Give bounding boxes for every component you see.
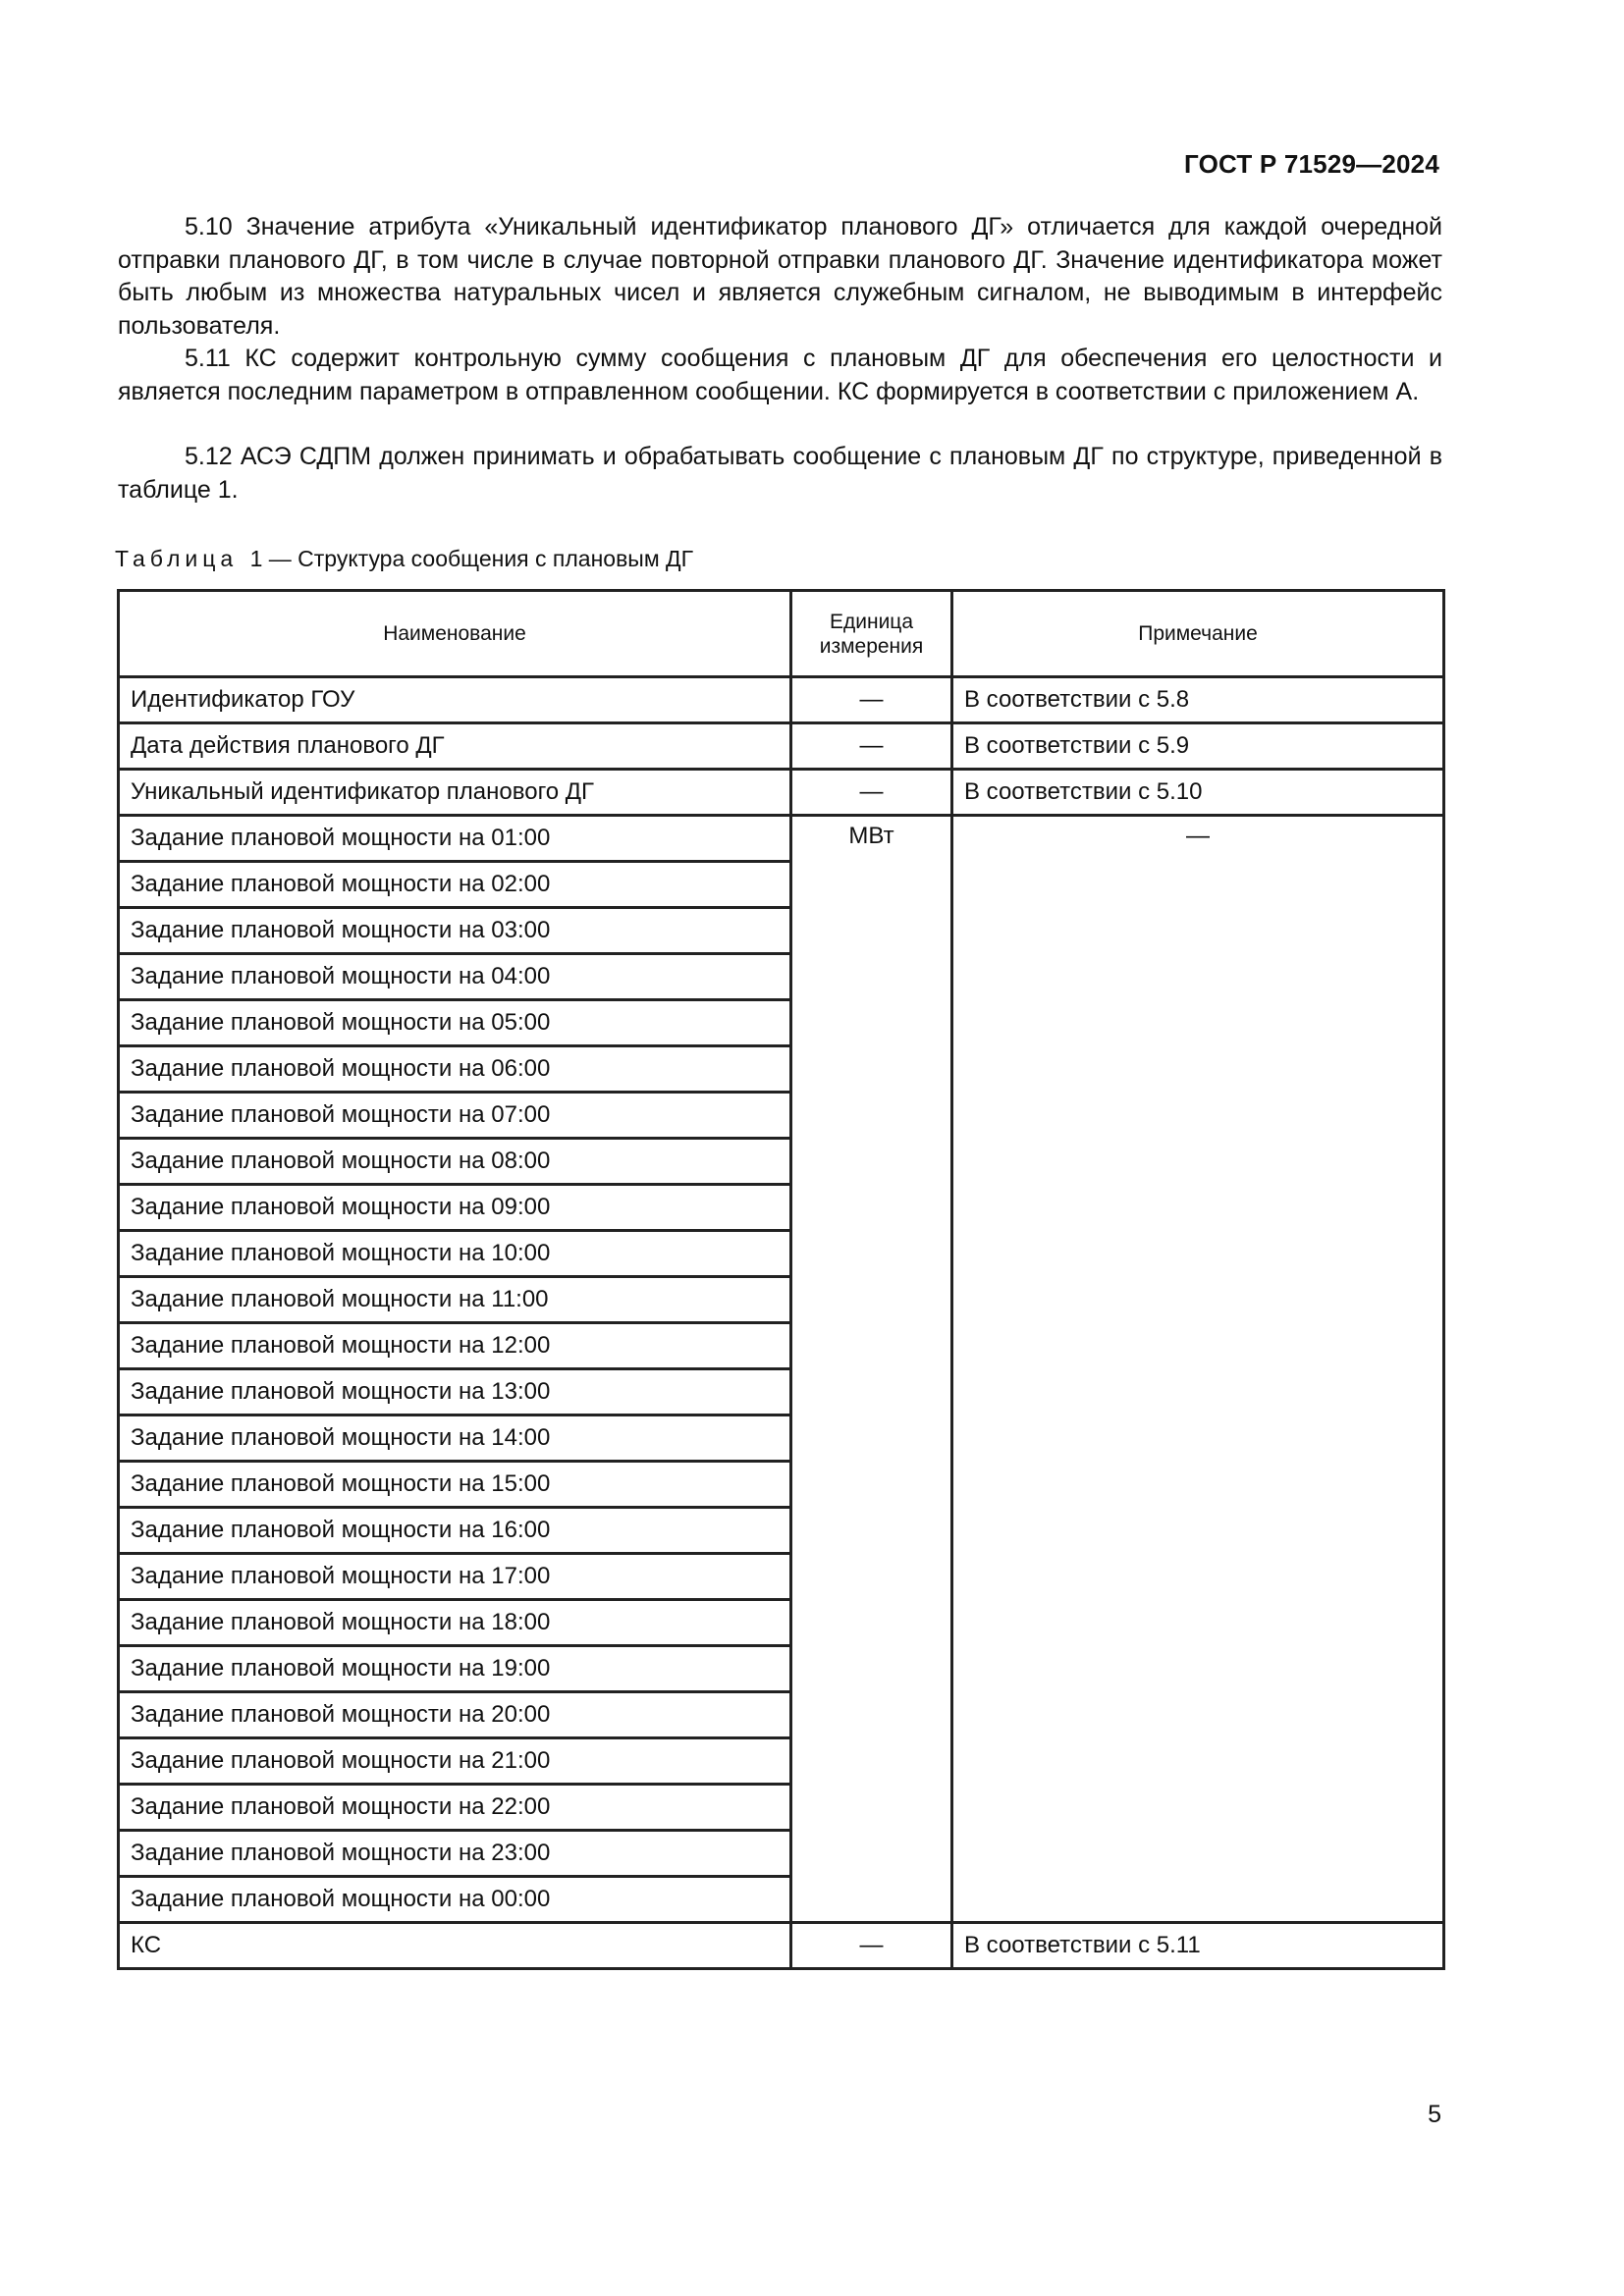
page-number: 5 [1428, 2101, 1441, 2128]
cell-name: Задание плановой мощности на 07:00 [119, 1093, 791, 1139]
cell-unit-merged: МВт [791, 816, 952, 1923]
cell-name: Задание плановой мощности на 21:00 [119, 1738, 791, 1785]
cell-name: Задание плановой мощности на 17:00 [119, 1554, 791, 1600]
paragraph-5-11: 5.11 КС содержит контрольную сумму сообщения с плановым ДГ для обеспечения его целостности и является последним параметром в отправленном сообщении. КС формируется в соответствии с приложением А. [118, 345, 1442, 405]
cell-name: Задание плановой мощности на 05:00 [119, 1000, 791, 1046]
cell-name: Задание плановой мощности на 09:00 [119, 1185, 791, 1231]
cell-name: Задание плановой мощности на 16:00 [119, 1508, 791, 1554]
cell-name: Идентификатор ГОУ [119, 677, 791, 723]
cell-name: Задание плановой мощности на 01:00 [119, 816, 791, 862]
table-row [119, 816, 1444, 862]
table-caption-label: Таблица [115, 546, 239, 571]
cell-name: Задание плановой мощности на 22:00 [119, 1785, 791, 1831]
header-unit-line1: Единица [829, 610, 914, 633]
header-unit-line2: измерения [819, 634, 924, 658]
cell-unit: — [791, 677, 952, 723]
cell-name: Уникальный идентификатор планового ДГ [119, 770, 791, 816]
table-header-row [119, 591, 1444, 677]
cell-name: Задание плановой мощности на 12:00 [119, 1323, 791, 1369]
cell-note: В соответствии с 5.11 [952, 1923, 1444, 1969]
header-name: Наименование [119, 591, 791, 677]
table-caption-text: 1 — Структура сообщения с плановым ДГ [249, 546, 694, 571]
cell-name: Задание плановой мощности на 03:00 [119, 908, 791, 954]
cell-note-merged: — [952, 816, 1444, 1923]
cell-unit: — [791, 723, 952, 770]
cell-name: Задание плановой мощности на 06:00 [119, 1046, 791, 1093]
cell-name: Задание плановой мощности на 04:00 [119, 954, 791, 1000]
cell-name: Задание плановой мощности на 13:00 [119, 1369, 791, 1415]
cell-unit: — [791, 1923, 952, 1969]
cell-name: Задание плановой мощности на 15:00 [119, 1462, 791, 1508]
cell-name: КС [119, 1923, 791, 1969]
cell-name: Задание плановой мощности на 23:00 [119, 1831, 791, 1877]
document-code-header: ГОСТ Р 71529—2024 [1184, 149, 1439, 179]
message-structure-table [117, 589, 1445, 1970]
table-caption [115, 546, 693, 572]
header-unit [791, 591, 952, 677]
paragraph-5-12: 5.12 АСЭ СДПМ должен принимать и обрабатывать сообщение с плановым ДГ по структуре, приведенной в таблице 1. [118, 443, 1442, 504]
cell-unit: — [791, 770, 952, 816]
cell-note: В соответствии с 5.9 [952, 723, 1444, 770]
table-row [119, 677, 1444, 723]
paragraph-5-10: 5.10 Значение атрибута «Уникальный идентификатор планового ДГ» отличается для каждой очередной отправки планового ДГ, в том числе в случае повторной отправки планового ДГ. Значение идентификатора может быть любым из множества натуральных чисел и является служебным сигналом, не выводимым в интерфейс пользователя. [118, 213, 1442, 340]
cell-name: Задание плановой мощности на 18:00 [119, 1600, 791, 1646]
table-row [119, 723, 1444, 770]
cell-note: В соответствии с 5.10 [952, 770, 1444, 816]
cell-note: В соответствии с 5.8 [952, 677, 1444, 723]
table-row [119, 1923, 1444, 1969]
cell-name: Задание плановой мощности на 14:00 [119, 1415, 791, 1462]
cell-name: Задание плановой мощности на 02:00 [119, 862, 791, 908]
table-row [119, 770, 1444, 816]
cell-name: Задание плановой мощности на 10:00 [119, 1231, 791, 1277]
cell-name: Задание плановой мощности на 08:00 [119, 1139, 791, 1185]
cell-name: Задание плановой мощности на 11:00 [119, 1277, 791, 1323]
cell-name: Дата действия планового ДГ [119, 723, 791, 770]
cell-name: Задание плановой мощности на 00:00 [119, 1877, 791, 1923]
table-body [119, 677, 1444, 1969]
header-note: Примечание [952, 591, 1444, 677]
cell-name: Задание плановой мощности на 19:00 [119, 1646, 791, 1692]
cell-name: Задание плановой мощности на 20:00 [119, 1692, 791, 1738]
